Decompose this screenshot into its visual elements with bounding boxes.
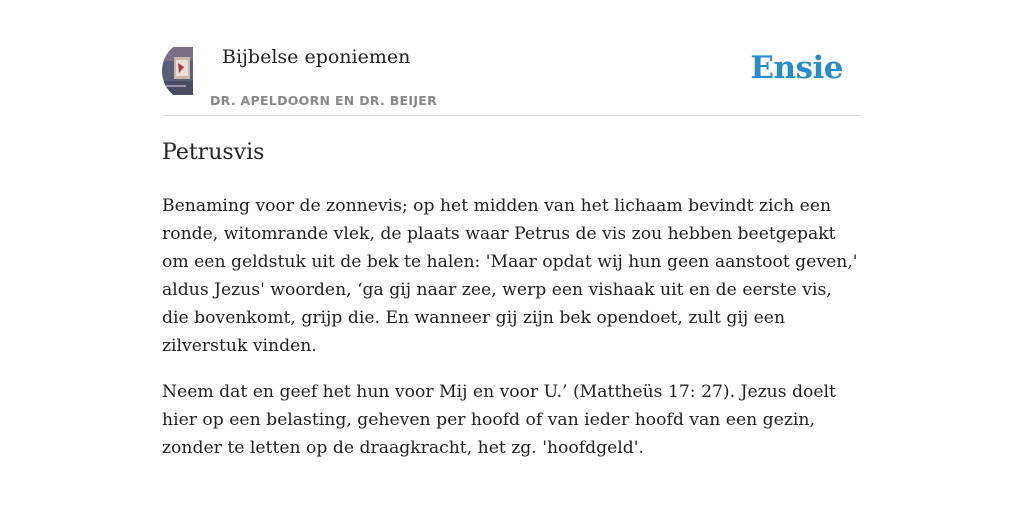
book-title[interactable]: Bijbelse eponiemen	[222, 46, 411, 68]
header	[162, 0, 862, 116]
book-cover-icon[interactable]	[162, 47, 193, 95]
ensie-logo[interactable]: Ensie	[750, 50, 843, 86]
entry-body	[162, 192, 862, 480]
entry-paragraph: Benaming voor de zonnevis; op het midden van het lichaam bevindt zich een ronde, witomrande vlek, de plaats waar Petrus de vis zou hebben beetgepakt om een geldstuk uit de bek te halen: 'Maar opdat wij hun geen aanstoot geven,' aldus Jezus' woorden, ‘ga gij naar zee, werp een vishaak uit en de eerste vis, die bovenkomt, grijp die. En wanneer gij zijn bek opendoet, zult gij een zilverstuk vinden.	[162, 196, 858, 356]
entry-paragraph: Neem dat en geef het hun voor Mij en voor U.’ (Mattheüs 17: 27). Jezus doelt hier op een belasting, geheven per hoofd of van ieder hoofd van een gezin, zonder te letten op de draagkracht, het zg. 'hoofdgeld'.	[162, 382, 836, 458]
page	[162, 0, 862, 512]
book-authors: DR. APELDOORN EN DR. BEIJER	[210, 93, 438, 108]
entry-title: Petrusvis	[162, 140, 265, 165]
